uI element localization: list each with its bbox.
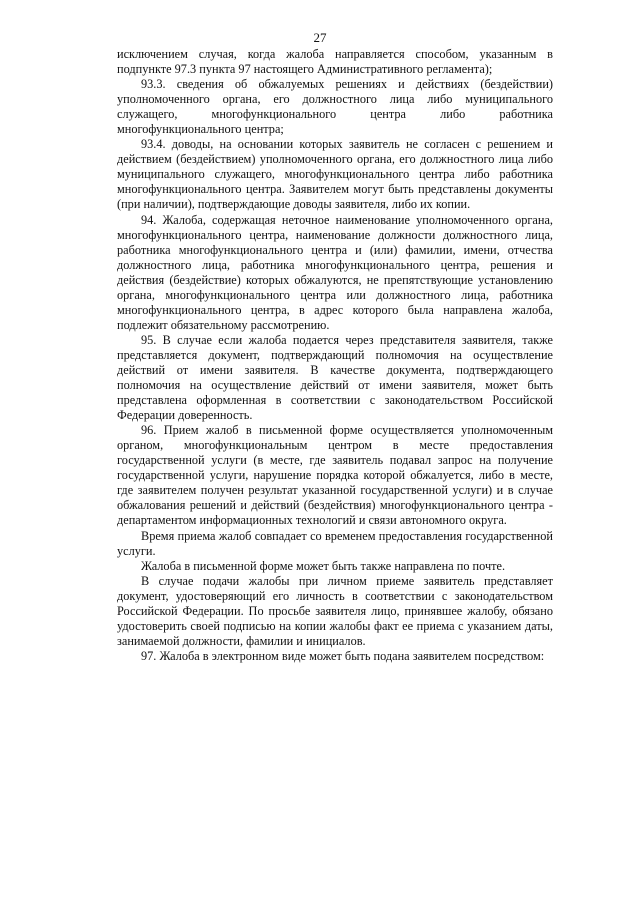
paragraph-97: 97. Жалоба в электронном виде может быть подана заявителем посредством:	[141, 648, 545, 663]
paragraph-93-3: 93.3. сведения об обжалуемых решениях и действиях (бездействии) уполномоченного органа, его должностного лица либо муниципального служащего, многофункционального центра либо работника многофункционального центра;	[117, 77, 553, 137]
paragraph-93-4: 93.4. доводы, на основании которых заявитель не согласен с решением и действием (бездействием) уполномоченного органа, его должностного лица либо муниципального служащего, многофункционального центра либо работника многофункционального центра. Заявителем могут быть представлены документы (при наличии), подтверждающие доводы заявителя, либо их копии.	[117, 137, 553, 212]
paragraph-reception-time: Время приема жалоб совпадает со временем предоставления государственной услуги.	[117, 528, 553, 558]
paragraph-94: 94. Жалоба, содержащая неточное наименование уполномоченного органа, многофункционального центра, наименование должности должностного лица, работника многофункционального центра и (или) фамилии, имени, отчества должностного лица, работника многофункционального центра, решения и действия (бездействие) которых обжалуются, не препятствующие установлению органа, многофункционального центра или должностного лица, работника многофункционального центра, в адрес которого была направлена жалоба, подлежит обязательному рассмотрению.	[117, 212, 553, 332]
paragraph-95: 95. В случае если жалоба подается через представителя заявителя, также представляется документ, подтверждающий полномочия на осуществление действий от имени заявителя. В качестве документа, подтверждающего полномочия на осуществление действий от имени заявителя, может быть представлена оформленная в соответствии с законодательством Российской Федерации доверенность.	[117, 332, 553, 423]
document-body	[117, 47, 553, 664]
paragraph-personal-reception: В случае подачи жалобы при личном приеме заявитель представляет документ, удостоверяющий его личность в соответствии с законодательством Российской Федерации. По просьбе заявителя лицо, принявшее жалобу, обязано удостоверить своей подписью на копии жалобы факт ее приема с указанием даты, занимаемой должности, фамилии и инициалов.	[117, 573, 553, 648]
paragraph-continuation: исключением случая, когда жалоба направляется способом, указанным в подпункте 97.3 пункта 97 настоящего Административного регламента);	[117, 47, 553, 77]
page-number: 27	[313, 30, 327, 45]
paragraph-mail: Жалоба в письменной форме может быть также направлена по почте.	[141, 558, 506, 573]
paragraph-96: 96. Прием жалоб в письменной форме осуществляется уполномоченным органом, многофункциональным центром в месте предоставления государственной услуги (в месте, где заявитель подавал запрос на получение государственной услуги, нарушение порядка которой обжалуется, либо в месте, где заявителем получен результат указанной государственной услуги) и в случае обжалования решений и действий (бездействия) многофункционального центра - департаментом информационных технологий и связи автономного округа.	[117, 423, 553, 528]
